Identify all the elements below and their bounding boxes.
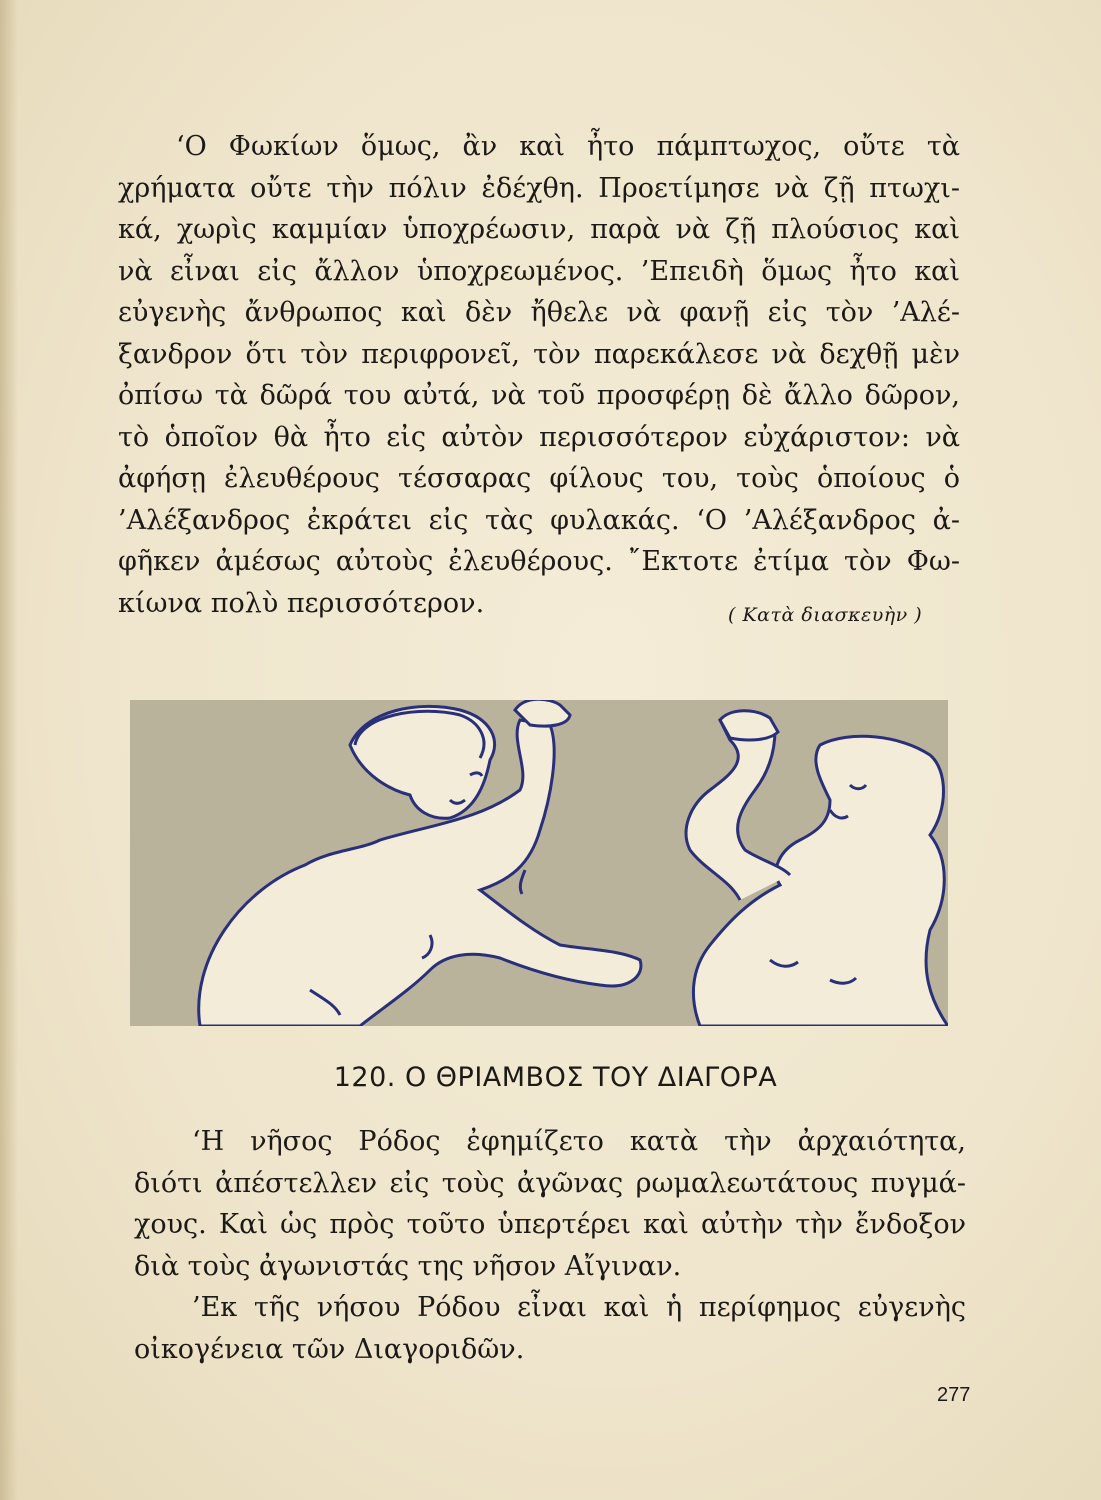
- text-line: ‘Ο Φωκίων ὅμως, ἂν καὶ ἦτο πάμπτωχος, οὔτε τὰ: [176, 131, 960, 162]
- text-line: χρήματα οὔτε τὴν πόλιν ἐδέχθη. Προετίμησε νὰ ζῇ πτωχι-: [118, 172, 960, 204]
- text-line: κίωνα πολὺ περισσότερον.: [118, 587, 485, 619]
- text-line: νὰ εἶναι εἰς ἄλλον ὑποχρεωμένος. ’Επειδὴ ὅμως ἦτο καὶ: [118, 255, 960, 287]
- page-number: 277: [937, 1384, 971, 1406]
- passage-top: [118, 126, 960, 624]
- text-line: οἰκογένεια τῶν Διαγοριδῶν.: [134, 1333, 525, 1365]
- text-line: διότι ἀπέστελλεν εἰς τοὺς ἀγῶνας ρωμαλεωτάτους πυγμά-: [134, 1167, 966, 1199]
- text-line: ’Αλέξανδρος ἐκράτει εἰς τὰς φυλακάς. ‘Ο ’Αλέξανδρος ἀ-: [118, 504, 960, 536]
- passage-bottom: [134, 1121, 966, 1370]
- text-line: ‘Η νῆσος Ρόδος ἐφημίζετο κατὰ τὴν ἀρχαιότητα,: [192, 1126, 966, 1157]
- text-line: κά, χωρὶς καμμίαν ὑποχρέωσιν, παρὰ νὰ ζῇ πλούσιος καὶ: [118, 214, 960, 245]
- page-edge-shadow: [0, 0, 18, 1500]
- right-boxer-fist: [720, 711, 778, 740]
- boxers-illustration: [130, 700, 948, 1026]
- text-line: φῆκεν ἀμέσως αὐτοὺς ἐλευθέρους. ῎Εκτοτε ἐτίμα τὸν Φω-: [118, 546, 960, 577]
- text-line: διὰ τοὺς ἀγωνιστάς της νῆσον Αἴγιναν.: [134, 1250, 682, 1282]
- boxers-drawing: [130, 700, 948, 1026]
- text-line: ὀπίσω τὰ δῶρά του αὐτά, νὰ τοῦ προσφέρῃ δὲ ἄλλο δῶρον,: [118, 380, 960, 411]
- text-line: ἀφήσῃ ἐλευθέρους τέσσαρας φίλους του, τοὺς ὁποίους ὁ: [118, 463, 960, 494]
- attribution: ( Κατὰ διασκευὴν ): [728, 604, 923, 626]
- text-line: ’Εκ τῆς νήσου Ρόδου εἶναι καὶ ἡ περίφημος εὐγενὴς: [192, 1292, 966, 1323]
- right-boxer-arm: [686, 713, 790, 900]
- section-heading: 120. Ο ΘΡΙΑΜΒΟΣ ΤΟΥ ΔΙΑΓΟΡΑ: [333, 1062, 778, 1093]
- text-line: εὐγενὴς ἄνθρωπος καὶ δὲν ἤθελε νὰ φανῇ εἰς τὸν ’Αλέ-: [118, 297, 960, 328]
- text-line: τὸ ὁποῖον θὰ ἦτο εἰς αὐτὸν περισσότερον εὐχάριστον: νὰ: [118, 421, 960, 453]
- text-line: ξανδρον ὅτι τὸν περιφρονεῖ, τὸν παρεκάλεσε νὰ δεχθῇ μὲν: [118, 338, 960, 370]
- text-line: χους. Καὶ ὡς πρὸς τοῦτο ὑπερτέρει καὶ αὐτὴν τὴν ἔνδοξον: [134, 1209, 966, 1240]
